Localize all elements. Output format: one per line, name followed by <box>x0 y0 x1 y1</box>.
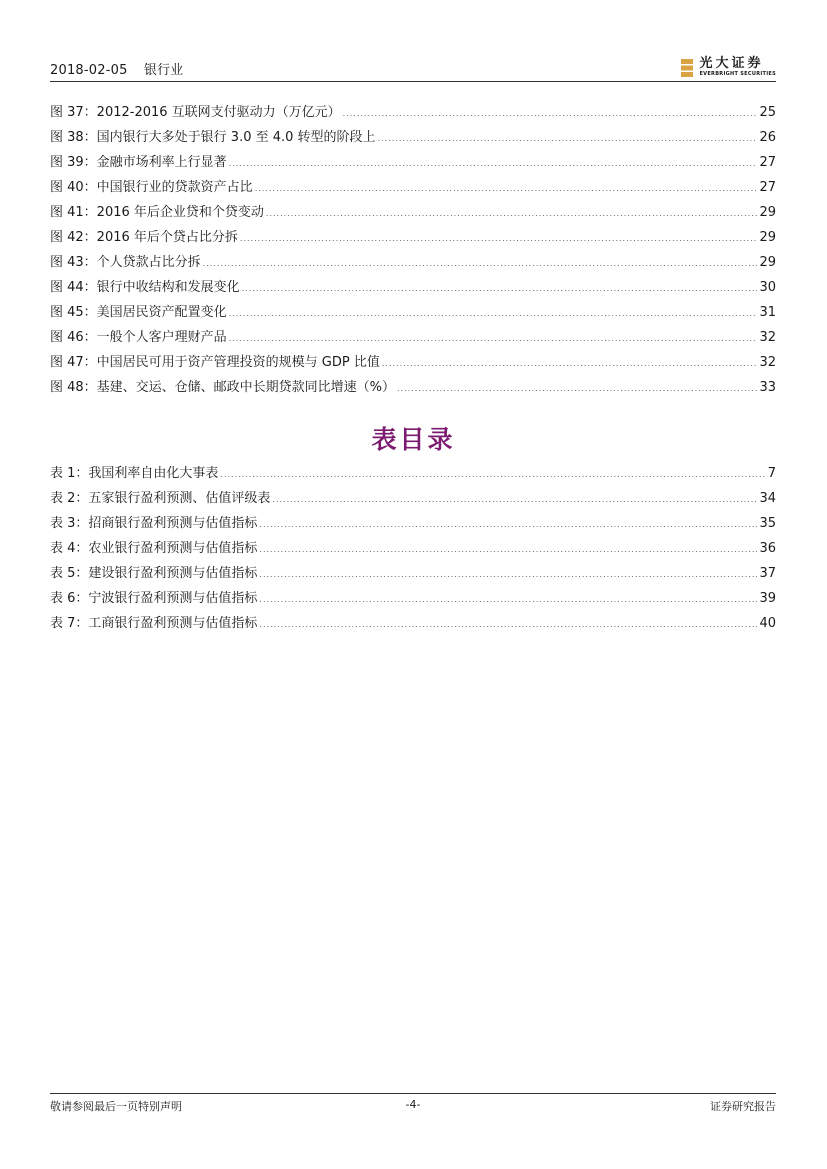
toc-label: 图 44：银行中收结构和发展变化 <box>50 280 240 295</box>
toc-label: 图 40：中国银行业的贷款资产占比 <box>50 180 253 195</box>
footer-disclaimer: 敬请参阅最后一页特别声明 <box>50 1100 182 1113</box>
header-date: 2018-02-05 <box>50 63 128 78</box>
toc-page-number: 29 <box>759 205 776 220</box>
toc-page-number: 32 <box>759 330 776 345</box>
logo-name-en: EVERBRIGHT SECURITIES <box>699 71 776 77</box>
toc-leader <box>242 284 758 293</box>
toc-page-number: 39 <box>759 591 776 606</box>
logo-name-cn: 光大证券 <box>699 56 764 71</box>
toc-label: 图 42：2016 年后个贷占比分拆 <box>50 230 238 245</box>
table-list <box>50 462 776 637</box>
toc-item-figure-39[interactable] <box>50 151 776 176</box>
page-header <box>50 56 776 82</box>
toc-label: 表 7：工商银行盈利预测与估值指标 <box>50 616 258 631</box>
toc-leader <box>229 159 758 168</box>
toc-label: 图 45：美国居民资产配置变化 <box>50 305 227 320</box>
toc-item-table-7[interactable] <box>50 612 776 637</box>
header-industry: 银行业 <box>143 63 184 78</box>
toc-label: 图 39：金融市场利率上行显著 <box>50 155 227 170</box>
toc-page-number: 7 <box>767 466 776 481</box>
toc-item-figure-37[interactable] <box>50 101 776 126</box>
footer-page-number: -4- <box>405 1098 421 1111</box>
toc-item-figure-42[interactable] <box>50 226 776 251</box>
toc-label: 图 47：中国居民可用于资产管理投资的规模与 GDP 比值 <box>50 355 380 370</box>
footer-report-type: 证券研究报告 <box>710 1100 776 1113</box>
toc-page-number: 29 <box>759 230 776 245</box>
toc-page-number: 35 <box>759 516 776 531</box>
toc-leader <box>259 545 757 554</box>
toc-leader <box>229 334 758 343</box>
toc-label: 表 4：农业银行盈利预测与估值指标 <box>50 541 258 556</box>
toc-item-figure-48[interactable] <box>50 376 776 401</box>
toc-item-figure-43[interactable] <box>50 251 776 276</box>
toc-leader <box>220 470 765 479</box>
toc-leader <box>272 495 757 504</box>
toc-label: 图 38：国内银行大多处于银行 3.0 至 4.0 转型的阶段上 <box>50 130 376 145</box>
toc-item-table-6[interactable] <box>50 587 776 612</box>
toc-leader <box>259 595 757 604</box>
header-divider <box>50 81 776 82</box>
page-footer <box>50 1093 776 1114</box>
toc-item-figure-47[interactable] <box>50 351 776 376</box>
logo-mark-icon <box>680 58 694 78</box>
toc-page-number: 31 <box>759 305 776 320</box>
toc-page-number: 30 <box>759 280 776 295</box>
toc-item-figure-40[interactable] <box>50 176 776 201</box>
toc-page-number: 26 <box>759 130 776 145</box>
toc-item-table-1[interactable] <box>50 462 776 487</box>
toc-page-number: 25 <box>759 105 776 120</box>
toc-item-table-5[interactable] <box>50 562 776 587</box>
toc-leader <box>255 184 758 193</box>
figure-list <box>50 101 776 401</box>
toc-label: 表 2：五家银行盈利预测、估值评级表 <box>50 491 271 506</box>
toc-label: 图 41：2016 年后企业贷和个贷变动 <box>50 205 264 220</box>
toc-label: 表 1：我国利率自由化大事表 <box>50 466 219 481</box>
toc-page-number: 36 <box>759 541 776 556</box>
toc-leader <box>229 309 758 318</box>
toc-page-number: 37 <box>759 566 776 581</box>
toc-item-table-3[interactable] <box>50 512 776 537</box>
header-text <box>50 59 196 78</box>
toc-leader <box>397 384 757 393</box>
toc-label: 图 48：基建、交运、仓储、邮政中长期贷款同比增速（%） <box>50 380 396 395</box>
toc-item-figure-46[interactable] <box>50 326 776 351</box>
toc-page-number: 27 <box>759 155 776 170</box>
toc-label: 表 6：宁波银行盈利预测与估值指标 <box>50 591 258 606</box>
toc-item-figure-41[interactable] <box>50 201 776 226</box>
toc-label: 表 5：建设银行盈利预测与估值指标 <box>50 566 258 581</box>
toc-page-number: 40 <box>759 616 776 631</box>
toc-page-number: 29 <box>759 255 776 270</box>
toc-label: 表 3：招商银行盈利预测与估值指标 <box>50 516 258 531</box>
company-logo <box>680 57 776 78</box>
toc-leader <box>343 109 758 118</box>
toc-item-table-4[interactable] <box>50 537 776 562</box>
toc-item-table-2[interactable] <box>50 487 776 512</box>
toc-label: 图 37：2012-2016 互联网支付驱动力（万亿元） <box>50 105 341 120</box>
toc-page-number: 32 <box>759 355 776 370</box>
toc-item-figure-38[interactable] <box>50 126 776 151</box>
toc-leader <box>240 234 758 243</box>
toc-leader <box>259 620 757 629</box>
toc-label: 图 43：个人贷款占比分拆 <box>50 255 201 270</box>
toc-page-number: 33 <box>759 380 776 395</box>
toc-leader <box>382 359 758 368</box>
toc-page-number: 34 <box>759 491 776 506</box>
toc-item-figure-44[interactable] <box>50 276 776 301</box>
toc-leader <box>259 570 757 579</box>
toc-label: 图 46：一般个人客户理财产品 <box>50 330 227 345</box>
toc-page-number: 27 <box>759 180 776 195</box>
toc-leader <box>266 209 758 218</box>
toc-leader <box>378 134 758 143</box>
toc-leader <box>259 520 757 529</box>
toc-item-figure-45[interactable] <box>50 301 776 326</box>
toc-leader <box>203 259 758 268</box>
logo-words <box>699 57 776 78</box>
tables-section-title: 表目录 <box>371 425 456 454</box>
